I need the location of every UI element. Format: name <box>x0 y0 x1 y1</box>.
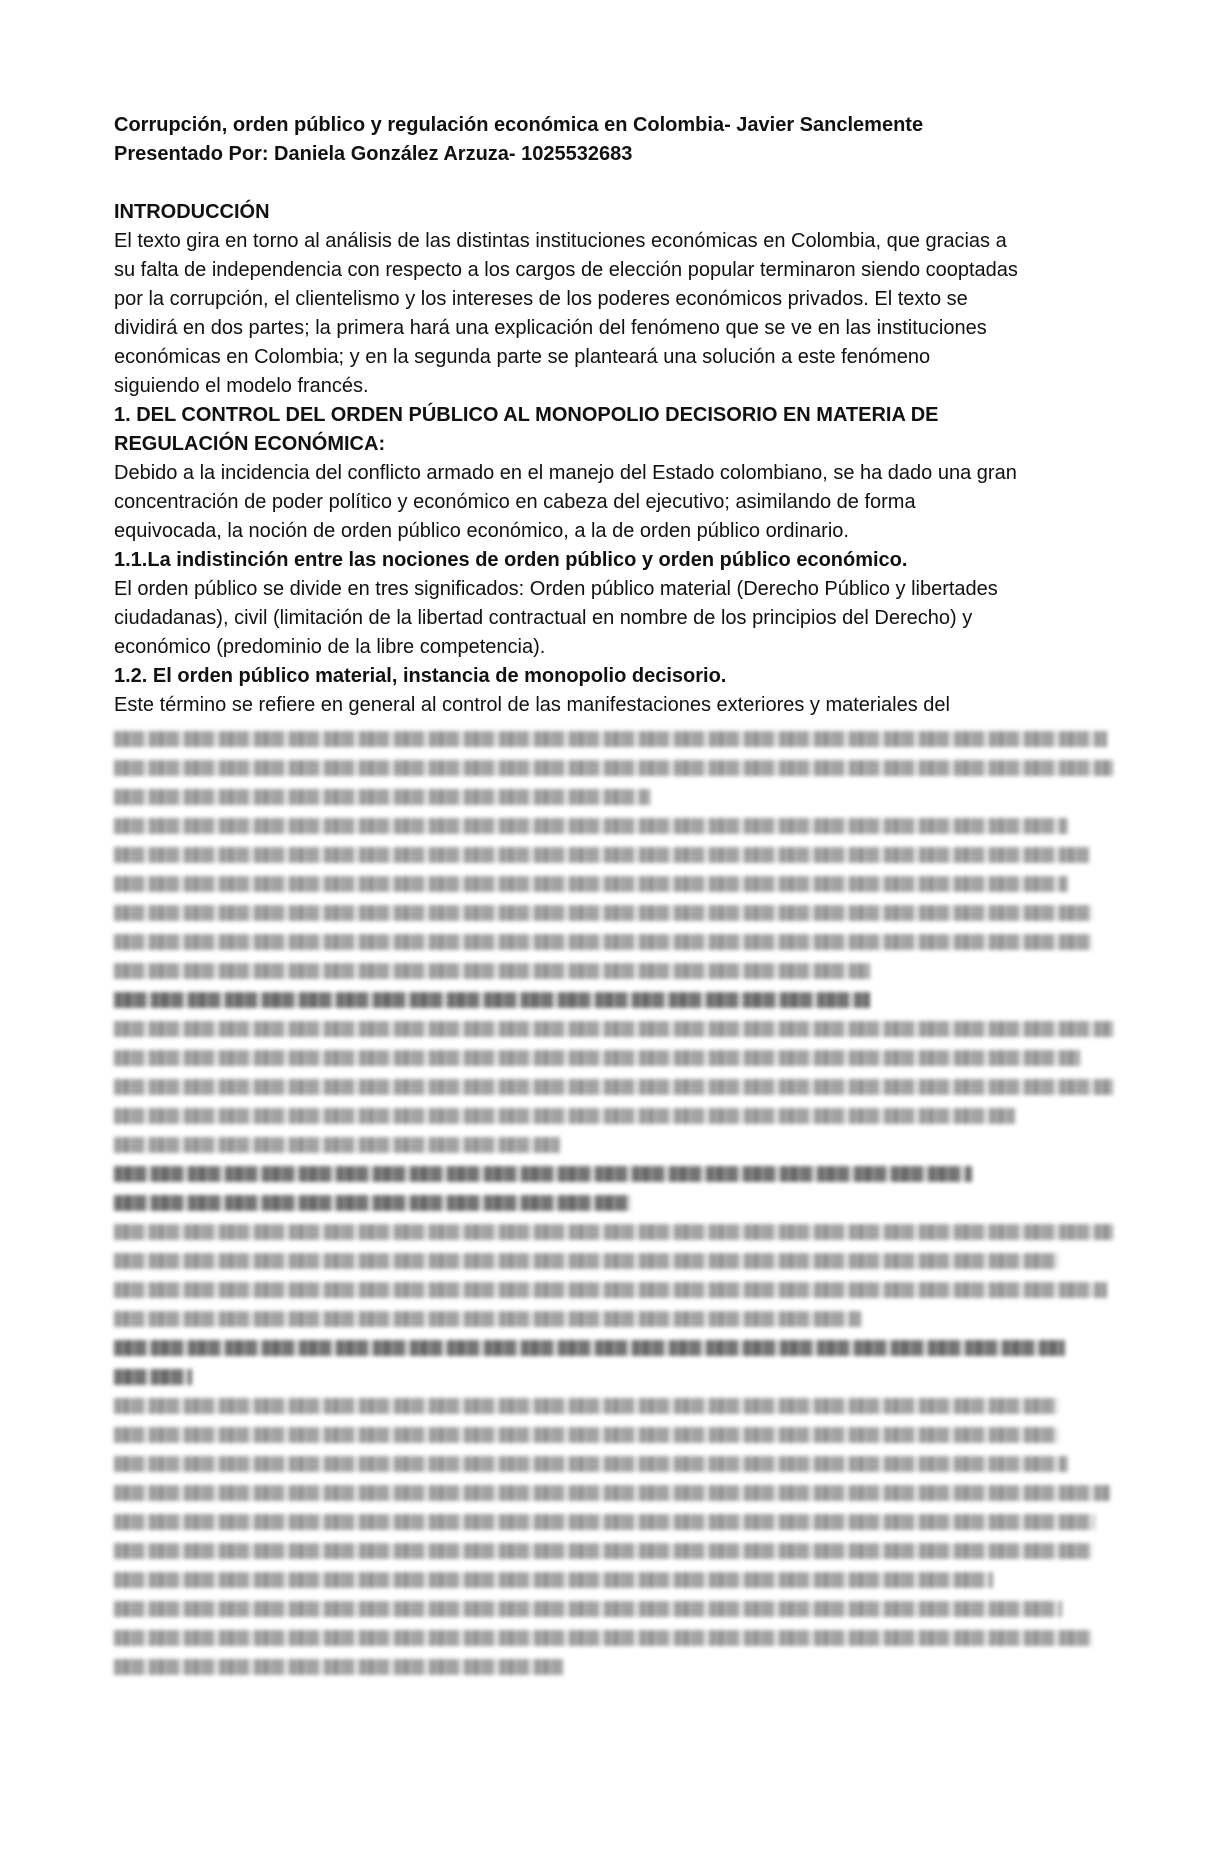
blurred-text <box>114 1050 1080 1066</box>
blurred-text <box>114 1282 1107 1298</box>
blurred-text <box>114 1572 993 1588</box>
text-line: El orden público se divide en tres significados: Orden público material (Derecho Público y libertades <box>114 578 998 600</box>
blurred-line <box>114 1362 1144 1391</box>
blurred-line <box>114 1072 1144 1101</box>
blurred-line <box>114 840 1144 869</box>
intro-heading: INTRODUCCIÓN <box>114 201 270 223</box>
blurred-line <box>114 1304 1144 1333</box>
section-1-paragraph <box>114 459 1144 546</box>
intro-paragraph <box>114 227 1144 401</box>
blurred-text <box>114 1166 972 1182</box>
blurred-line <box>114 1159 1144 1188</box>
text-line: Debido a la incidencia del conflicto armado en el manejo del Estado colombiano, se ha dado una gran <box>114 462 1017 484</box>
blurred-text <box>114 789 650 805</box>
blurred-text <box>114 1659 563 1675</box>
blurred-line <box>114 1478 1144 1507</box>
author-line: Presentado Por: Daniela González Arzuza- 1025532683 <box>114 143 633 165</box>
blurred-line <box>114 898 1144 927</box>
blurred-line <box>114 724 1144 753</box>
section-1-heading: 1. DEL CONTROL DEL ORDEN PÚBLICO AL MONOPOLIO DECISORIO EN MATERIA DE <box>114 404 939 426</box>
blurred-text <box>114 1630 1092 1646</box>
blurred-text <box>114 1340 1065 1356</box>
blurred-line <box>114 1652 1144 1681</box>
text-line: Este término se refiere en general al control de las manifestaciones exteriores y materiales del <box>114 694 950 716</box>
blurred-line <box>114 811 1144 840</box>
text-line: su falta de independencia con respecto a los cargos de elección popular terminaron siendo cooptadas <box>114 259 1018 281</box>
blurred-line <box>114 1130 1144 1159</box>
text-line: dividirá en dos partes; la primera hará una explicación del fenómeno que se ve en las instituciones <box>114 317 987 339</box>
subsection-1-2-heading: 1.2. El orden público material, instancia de monopolio decisorio. <box>114 665 727 687</box>
blurred-line <box>114 753 1144 782</box>
blurred-text <box>114 934 1092 950</box>
blurred-text <box>114 1398 1059 1414</box>
text-line: económicas en Colombia; y en la segunda parte se planteará una solución a este fenómeno <box>114 346 931 368</box>
blurred-line <box>114 1391 1144 1420</box>
document-page <box>114 111 1144 720</box>
blurred-line <box>114 1014 1144 1043</box>
blurred-line <box>114 1246 1144 1275</box>
blurred-text <box>114 1137 560 1153</box>
blurred-line <box>114 1623 1144 1652</box>
text-line: concentración de poder político y económico en cabeza del ejecutivo; asimilando de forma <box>114 491 916 513</box>
blurred-text <box>114 905 1092 921</box>
blurred-text <box>114 992 870 1008</box>
blurred-line <box>114 1275 1144 1304</box>
blurred-text <box>114 963 870 979</box>
blurred-line <box>114 1188 1144 1217</box>
blurred-text <box>114 1485 1110 1501</box>
blurred-text <box>114 1021 1113 1037</box>
blurred-line <box>114 782 1144 811</box>
text-line: ciudadanas), civil (limitación de la libertad contractual en nombre de los principios del Derecho) y <box>114 607 973 629</box>
blurred-text <box>114 1427 1059 1443</box>
blurred-line <box>114 1449 1144 1478</box>
blurred-line <box>114 1043 1144 1072</box>
blurred-line <box>114 1594 1144 1623</box>
blurred-line <box>114 1507 1144 1536</box>
blurred-text <box>114 1514 1095 1530</box>
blurred-content <box>114 724 1144 1681</box>
blurred-text <box>114 1456 1068 1472</box>
blurred-text <box>114 1224 1113 1240</box>
blurred-text <box>114 847 1089 863</box>
blurred-line <box>114 1101 1144 1130</box>
text-line: siguiendo el modelo francés. <box>114 375 369 397</box>
blurred-line <box>114 1565 1144 1594</box>
text-line: equivocada, la noción de orden público económico, a la de orden público ordinario. <box>114 520 849 542</box>
blurred-text <box>114 1079 1113 1095</box>
blurred-text <box>114 760 1113 776</box>
blurred-line <box>114 1217 1144 1246</box>
spacer <box>114 169 1144 198</box>
text-line: económico (predominio de la libre competencia). <box>114 636 546 658</box>
blurred-text <box>114 1369 192 1385</box>
blurred-text <box>114 1601 1062 1617</box>
blurred-line <box>114 956 1144 985</box>
blurred-line <box>114 927 1144 956</box>
text-line: por la corrupción, el clientelismo y los intereses de los poderes económicos privados. El texto se <box>114 288 968 310</box>
blurred-text <box>114 876 1068 892</box>
blurred-text <box>114 1543 1092 1559</box>
blurred-line <box>114 1420 1144 1449</box>
blurred-line <box>114 1536 1144 1565</box>
blurred-line <box>114 985 1144 1014</box>
blurred-text <box>114 731 1107 747</box>
text-line: El texto gira en torno al análisis de las distintas instituciones económicas en Colombia, que gracias a <box>114 230 1007 252</box>
blurred-text <box>114 1195 631 1211</box>
subsection-1-1-paragraph <box>114 575 1144 662</box>
blurred-line <box>114 1333 1144 1362</box>
blurred-text <box>114 1253 1059 1269</box>
blurred-text <box>114 1311 861 1327</box>
section-1-heading: REGULACIÓN ECONÓMICA: <box>114 433 386 455</box>
blurred-line <box>114 869 1144 898</box>
document-title: Corrupción, orden público y regulación económica en Colombia- Javier Sanclemente <box>114 114 924 136</box>
subsection-1-1-heading: 1.1.La indistinción entre las nociones de orden público y orden público económico. <box>114 549 908 571</box>
blurred-text <box>114 1108 1015 1124</box>
blurred-text <box>114 818 1068 834</box>
